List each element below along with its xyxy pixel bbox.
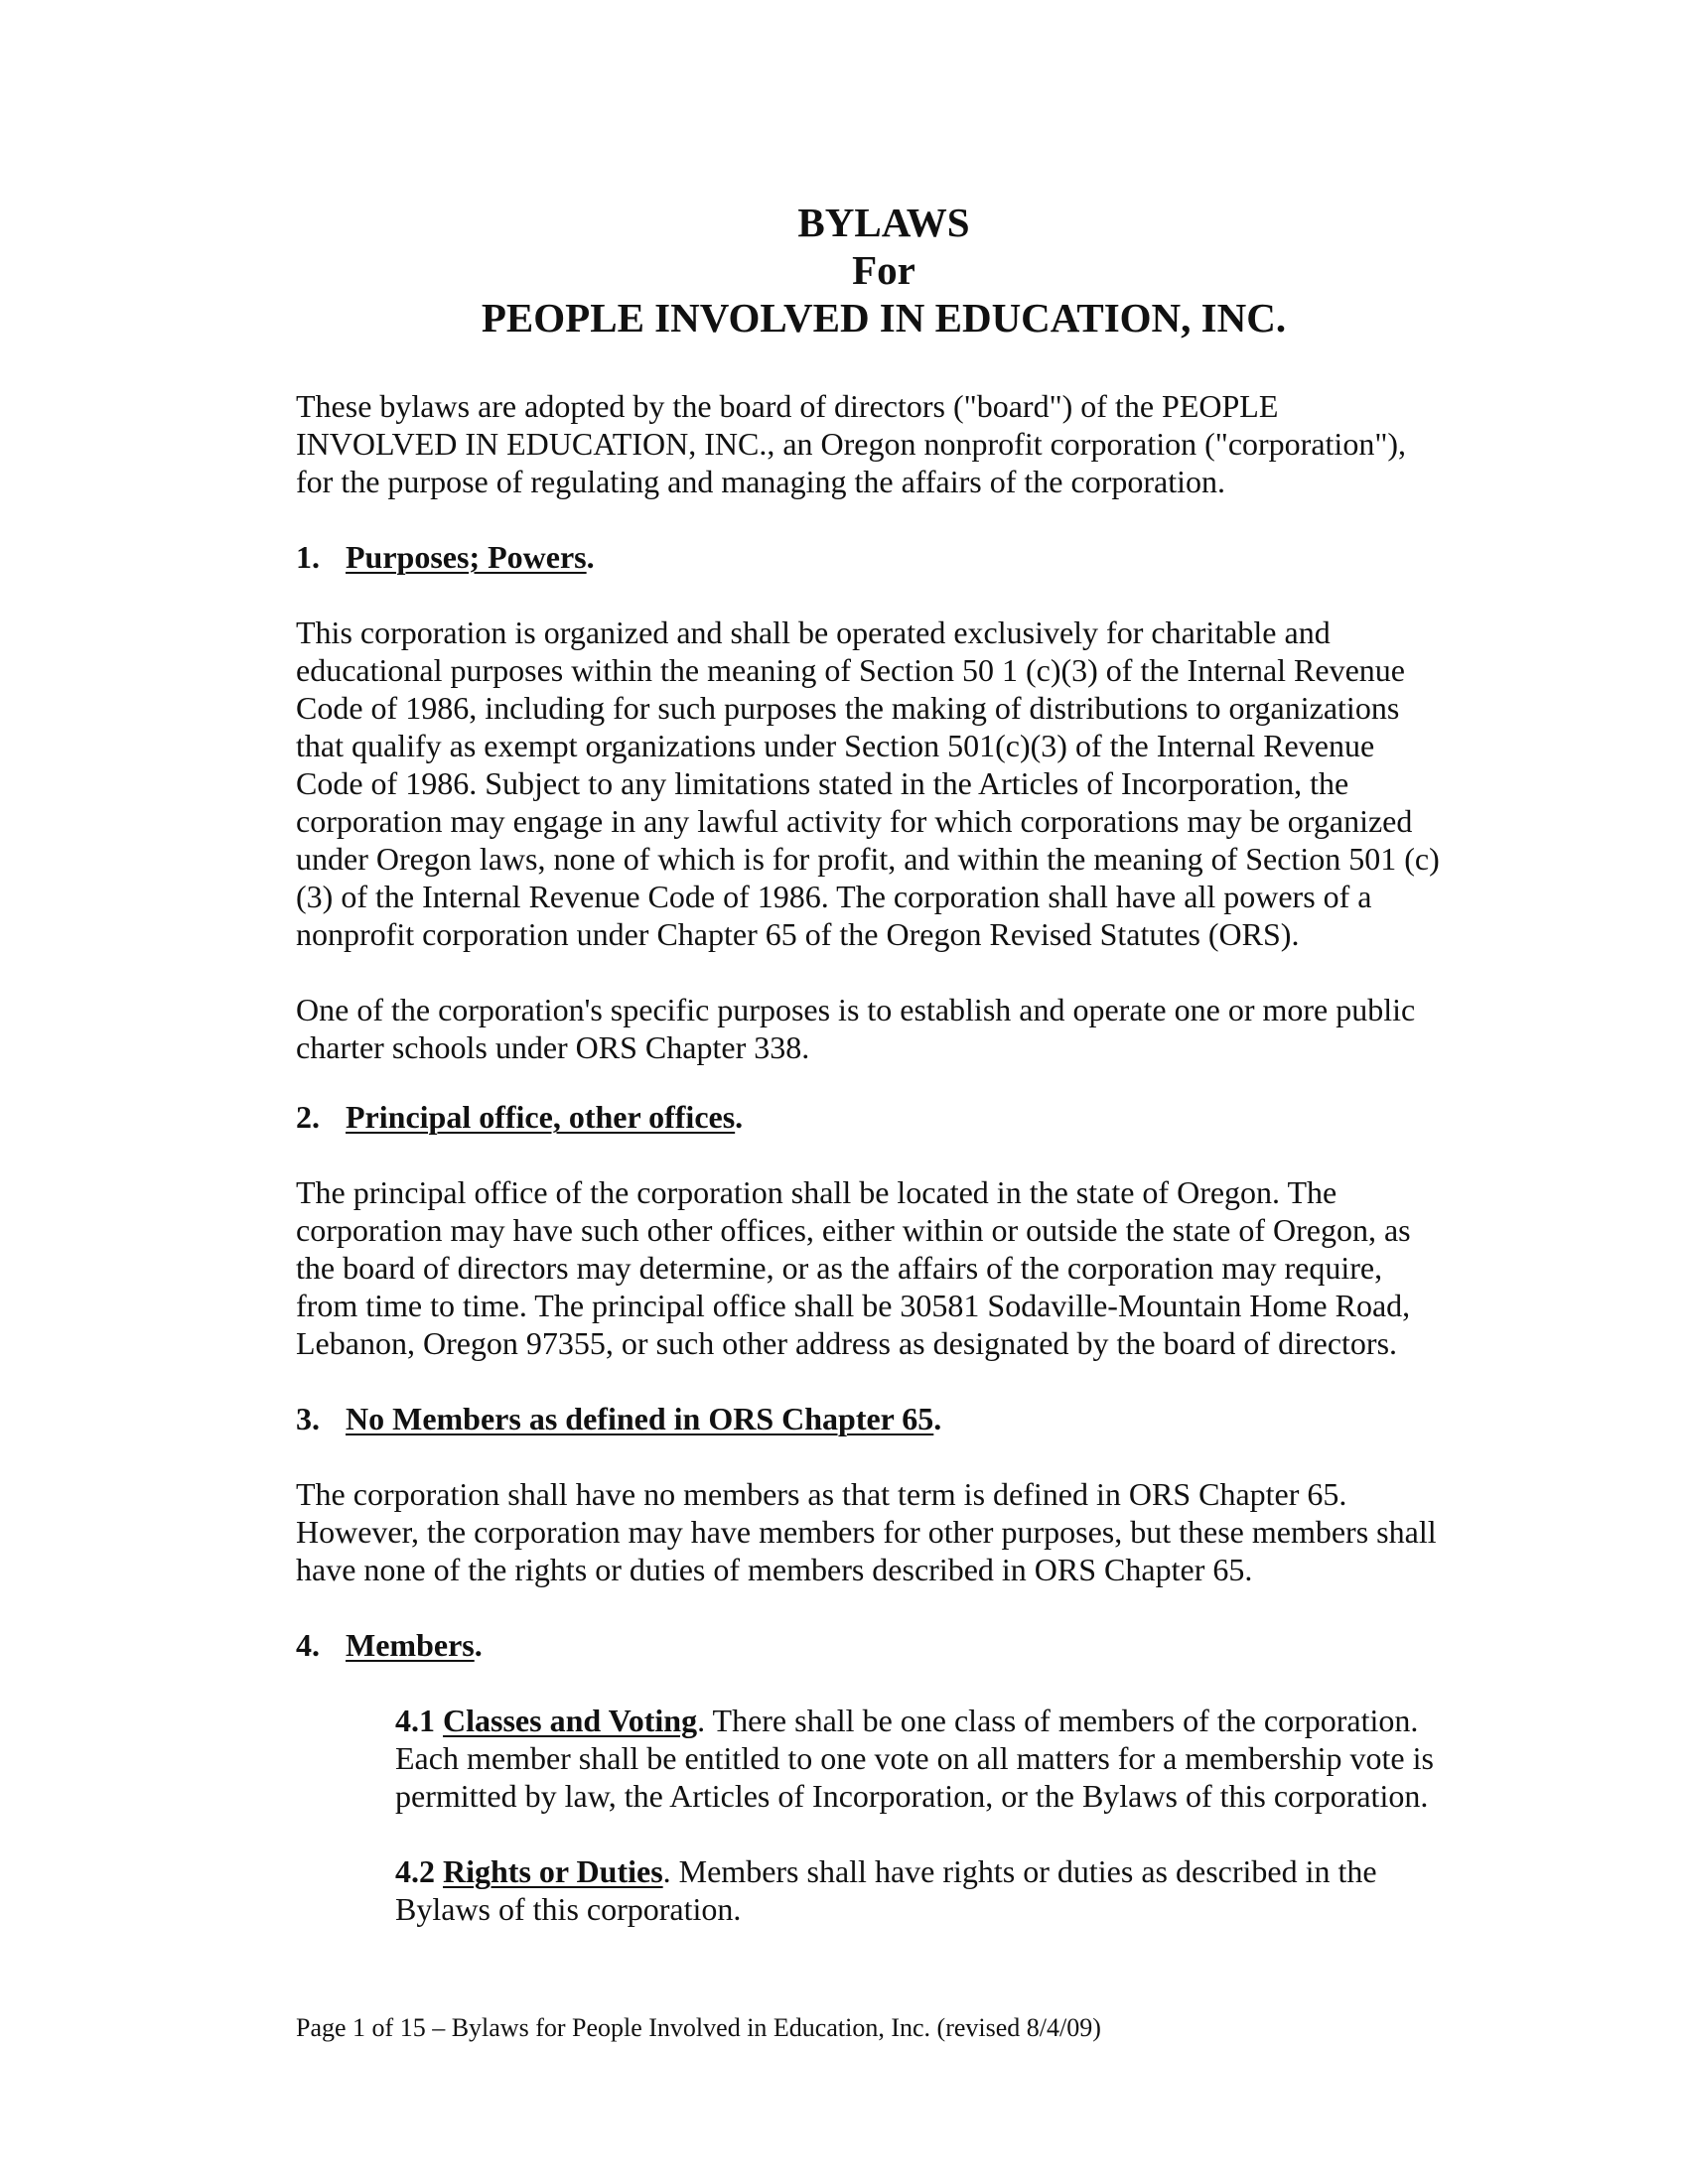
section-title: Members [346, 1627, 475, 1663]
section-2-heading: 2. Principal office, other offices. [296, 1099, 744, 1135]
intro-paragraph [296, 387, 1507, 500]
subsection-number: 4.1 [395, 1703, 435, 1738]
paragraph-line: Code of 1986, including for such purposes the making of distributions to organizations [296, 690, 1400, 726]
section-1-paragraph-1 [296, 614, 1507, 953]
subsection-line: Each member shall be entitled to one vote on all matters for a membership vote is [395, 1740, 1434, 1776]
paragraph-line: that qualify as exempt organizations under Section 501(c)(3) of the Internal Revenue [296, 728, 1375, 763]
section-4-heading: 4. Members. [296, 1627, 483, 1663]
page-footer: Page 1 of 15 – Bylaws for People Involved in Education, Inc. (revised 8/4/09) [296, 2013, 1101, 2042]
subsection-title: Classes and Voting [443, 1703, 698, 1738]
subsection-title: Rights or Duties [443, 1853, 663, 1889]
intro-line: These bylaws are adopted by the board of directors ("board") of the PEOPLE [296, 388, 1279, 424]
paragraph-line: educational purposes within the meaning of Section 50 1 (c)(3) of the Internal Revenue [296, 652, 1405, 688]
paragraph-line: from time to time. The principal office shall be 30581 Sodaville-Mountain Home Road, [296, 1288, 1411, 1323]
paragraph-line: charter schools under ORS Chapter 338. [296, 1029, 810, 1065]
title-line-1: BYLAWS [797, 200, 970, 245]
subsection-text: . There shall be one class of members of the corporation. [697, 1703, 1419, 1738]
section-1-heading: 1. Purposes; Powers. [296, 539, 595, 575]
section-3-paragraph [296, 1475, 1507, 1588]
subsection-4-1 [395, 1702, 1507, 1815]
paragraph-line: corporation may engage in any lawful activity for which corporations may be organized [296, 803, 1413, 839]
section-title: Purposes; Powers [346, 539, 587, 575]
section-number: 3. [296, 1401, 320, 1436]
paragraph-line: nonprofit corporation under Chapter 65 of the Oregon Revised Statutes (ORS). [296, 916, 1300, 952]
section-1-paragraph-2 [296, 991, 1507, 1066]
intro-line: for the purpose of regulating and managing the affairs of the corporation. [296, 464, 1225, 499]
document-title [0, 199, 1688, 341]
subsection-number: 4.2 [395, 1853, 435, 1889]
paragraph-line: However, the corporation may have members for other purposes, but these members shall [296, 1514, 1437, 1550]
paragraph-line: One of the corporation's specific purposes is to establish and operate one or more public [296, 992, 1416, 1027]
paragraph-line: The corporation shall have no members as that term is defined in ORS Chapter 65. [296, 1476, 1347, 1512]
paragraph-line: Lebanon, Oregon 97355, or such other address as designated by the board of directors. [296, 1325, 1398, 1361]
section-number: 2. [296, 1099, 320, 1135]
paragraph-line: under Oregon laws, none of which is for profit, and within the meaning of Section 501 (c) [296, 841, 1440, 877]
paragraph-line: Code of 1986. Subject to any limitations stated in the Articles of Incorporation, the [296, 765, 1349, 801]
paragraph-line: corporation may have such other offices, either within or outside the state of Oregon, as [296, 1212, 1411, 1248]
section-title: No Members as defined in ORS Chapter 65 [346, 1401, 934, 1436]
section-3-heading: 3. No Members as defined in ORS Chapter 65. [296, 1401, 942, 1436]
paragraph-line: This corporation is organized and shall be operated exclusively for charitable and [296, 614, 1331, 650]
subsection-text: . Members shall have rights or duties as described in the [662, 1853, 1377, 1889]
subsection-4-2 [395, 1852, 1507, 1928]
subsection-line: permitted by law, the Articles of Incorporation, or the Bylaws of this corporation. [395, 1778, 1429, 1814]
intro-line: INVOLVED IN EDUCATION, INC., an Oregon nonprofit corporation ("corporation"), [296, 426, 1407, 462]
paragraph-line: the board of directors may determine, or as the affairs of the corporation may require, [296, 1250, 1383, 1286]
subsection-label [395, 1703, 697, 1738]
paragraph-line: have none of the rights or duties of members described in ORS Chapter 65. [296, 1552, 1253, 1587]
paragraph-line: The principal office of the corporation shall be located in the state of Oregon. The [296, 1174, 1337, 1210]
title-line-2: For [852, 247, 915, 293]
subsection-line [395, 1702, 1507, 1739]
section-title: Principal office, other offices [346, 1099, 736, 1135]
section-number: 1. [296, 539, 320, 575]
section-2-paragraph [296, 1173, 1507, 1362]
title-line-3: PEOPLE INVOLVED IN EDUCATION, INC. [481, 295, 1287, 341]
paragraph-line: (3) of the Internal Revenue Code of 1986. The corporation shall have all powers of a [296, 879, 1372, 914]
subsection-line [395, 1852, 1507, 1890]
section-number: 4. [296, 1627, 320, 1663]
subsection-label [395, 1853, 663, 1889]
subsection-line: Bylaws of this corporation. [395, 1891, 742, 1927]
